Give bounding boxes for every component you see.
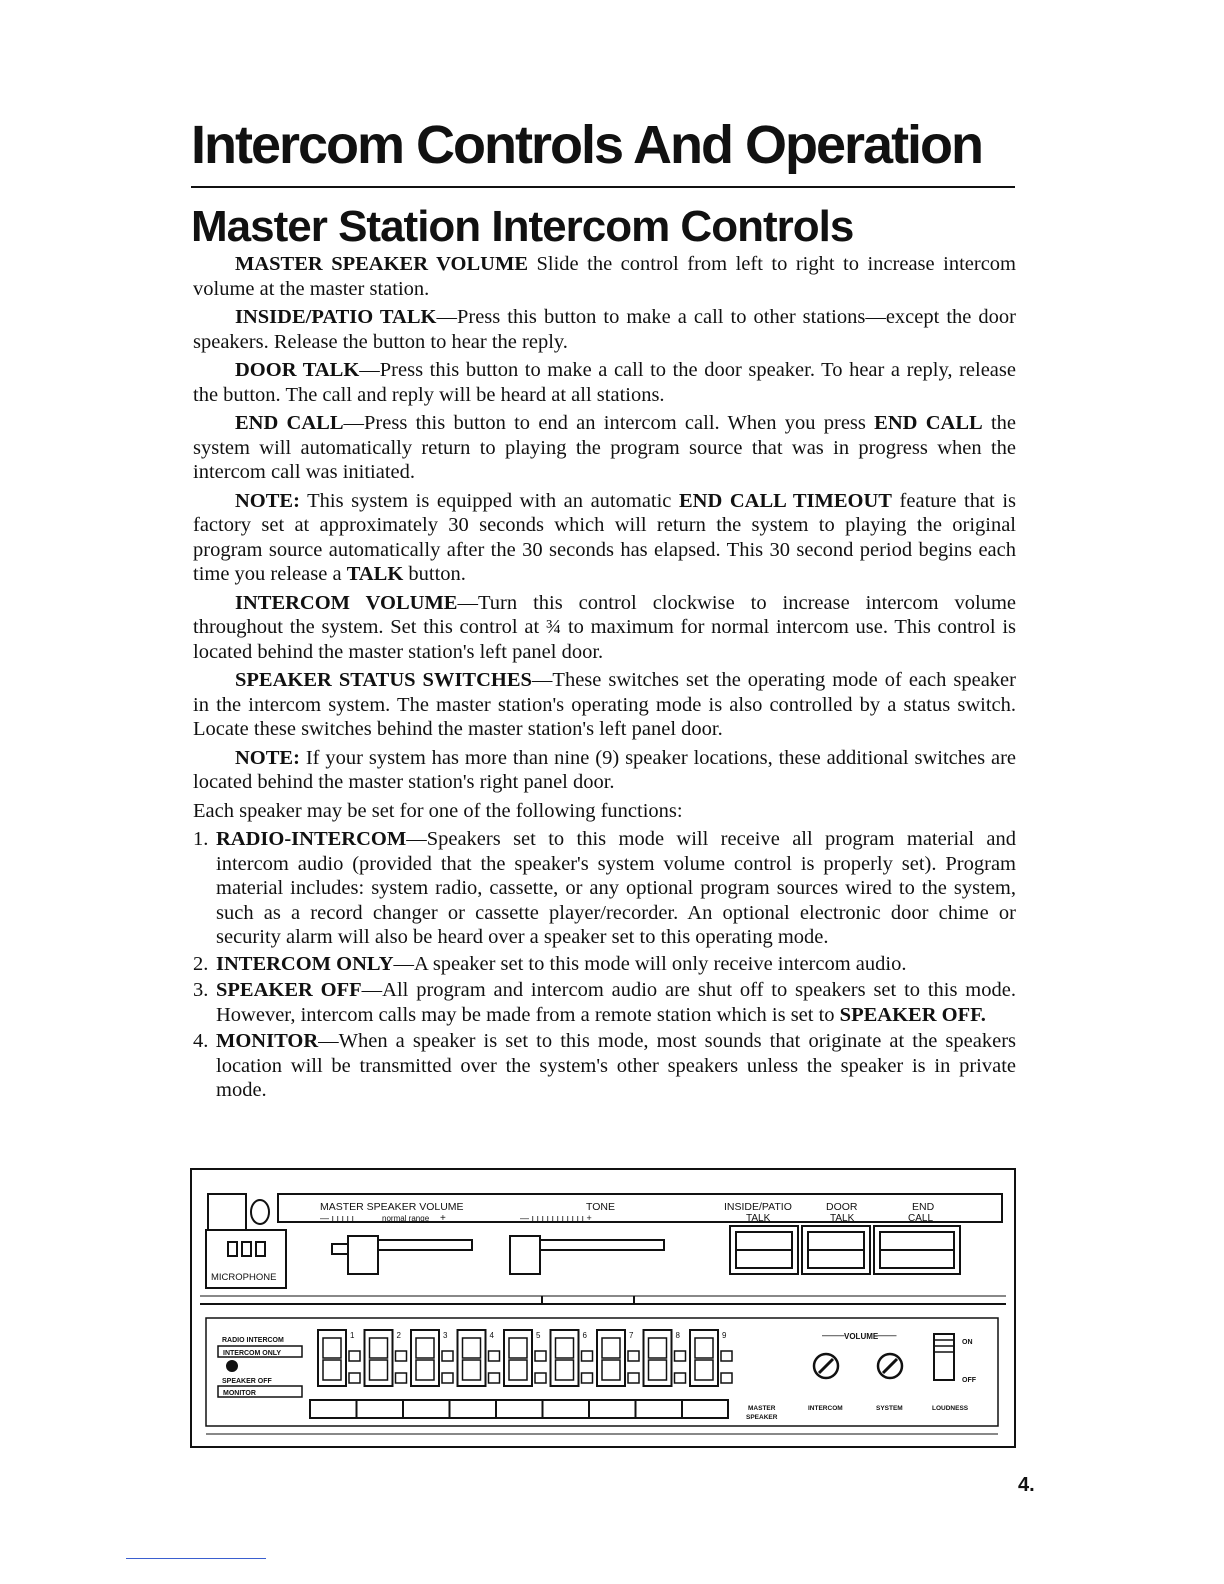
intercom-knob-label: INTERCOM <box>808 1405 843 1412</box>
station-switch-row <box>318 1330 732 1386</box>
page-title: Intercom Controls And Operation <box>191 115 983 175</box>
switch-window <box>509 1360 527 1380</box>
indicator-square <box>675 1351 686 1361</box>
function-list <box>193 827 1016 1103</box>
paragraph-text: button. <box>403 563 466 585</box>
station-switch-7[interactable] <box>597 1330 639 1386</box>
switch-window <box>556 1360 574 1380</box>
paragraph-text: If your system has more than nine (9) speaker locations, these additional switches are located behind the master station's right panel door. <box>193 746 1016 793</box>
inside-patio-talk-label: TALK <box>746 1213 771 1224</box>
loudness-on-label: ON <box>962 1339 973 1346</box>
paragraph-speaker-status-switches <box>193 668 1016 742</box>
paragraph-text: the system will automatically return to playing the program source that was in progress when the intercom call was initiated. <box>193 412 1016 483</box>
station-switch-9[interactable] <box>690 1330 732 1386</box>
station-switch-1[interactable] <box>318 1330 360 1386</box>
switch-window <box>602 1338 620 1358</box>
switch-window <box>649 1338 667 1358</box>
switch-window <box>556 1338 574 1358</box>
term: END CALL <box>235 412 344 434</box>
microphone-housing <box>208 1194 246 1230</box>
term: INTERCOM ONLY <box>216 952 394 975</box>
station-number: 3 <box>443 1331 448 1340</box>
tone-label: TONE <box>586 1201 615 1213</box>
term: INTERCOM VOLUME <box>235 591 458 614</box>
tone-scale-ticks: — ı ı ı ı ı ı ı ı ı ı ı + <box>520 1213 592 1223</box>
master-volume-slider-knob[interactable] <box>348 1236 378 1274</box>
knob-pointer <box>819 1359 833 1373</box>
master-volume-slider-end <box>332 1244 348 1254</box>
station-number: 9 <box>722 1331 727 1340</box>
list-number: 4. <box>193 1030 209 1052</box>
microphone-label: MICROPHONE <box>211 1272 277 1283</box>
tone-slider-track <box>540 1240 664 1250</box>
indicator-square <box>628 1373 639 1383</box>
paragraph-text: —These switches set the operating mode of each speaker in the intercom system. The master station's operating mode is also controlled by a status switch. Locate these switches behind the master station's left panel door. <box>193 669 1016 740</box>
mode-intercom-only: INTERCOM ONLY <box>223 1350 282 1357</box>
term: END CALL <box>874 412 983 434</box>
plus-icon: + <box>440 1213 446 1224</box>
master-speaker-volume-label: MASTER SPEAKER VOLUME <box>320 1201 464 1213</box>
master-volume-slider-track <box>378 1240 472 1250</box>
paragraph-text: —Press this button to make a call to other stations—except the door speakers. Release the button to hear the reply. <box>193 306 1017 353</box>
term: SPEAKER OFF. <box>839 1003 986 1026</box>
term: MONITOR <box>216 1030 319 1052</box>
paragraph-intercom-volume <box>193 591 1016 665</box>
list-number: 1. <box>193 828 209 850</box>
paragraph-text: —Press this button to make a call to the door speaker. To hear a reply, release the button. The call and reply will be heard at all stations. <box>193 359 1016 406</box>
title-rule <box>191 186 1015 188</box>
list-item <box>193 827 1016 950</box>
section-title: Master Station Intercom Controls <box>191 202 854 251</box>
station-number: 7 <box>629 1331 634 1340</box>
term: MASTER SPEAKER VOLUME <box>235 253 528 275</box>
term: SPEAKER OFF <box>216 979 362 1001</box>
indicator-square <box>535 1351 546 1361</box>
indicator-square <box>396 1351 407 1361</box>
paragraph-text: feature that is factory set at approximately 30 seconds which will return the system to playing the original program source automatically after the 30 seconds has elapsed. This 30 second period begins each time you release a <box>193 489 1016 585</box>
knob-pointer <box>883 1359 897 1373</box>
paragraph-door-talk <box>193 358 1016 407</box>
switch-window <box>463 1360 481 1380</box>
list-number: 2. <box>193 952 209 975</box>
list-intro: Each speaker may be set for one of the following functions: <box>193 799 683 822</box>
indicator-square <box>582 1351 593 1361</box>
list-item <box>193 978 1016 1027</box>
switch-window <box>323 1338 341 1358</box>
switch-window <box>416 1360 434 1380</box>
switch-window <box>649 1360 667 1380</box>
list-text: —Speakers set to this mode will receive all program material and intercom audio (provided that the speaker's system volume control is properly set). Program material includes: system radio, cassette, or any optional program sources wired to the system, such as a record changer or cassette player/recorder. An optional electronic door chime or security alarm will also be heard over a speaker set to this operating mode. <box>216 828 1016 948</box>
list-number: 3. <box>193 979 209 1001</box>
tab-bar-outline <box>310 1400 728 1418</box>
master-label: MASTER <box>748 1405 776 1412</box>
station-number: 1 <box>350 1331 355 1340</box>
master-station-panel-diagram <box>190 1168 1016 1450</box>
microphone-icon <box>251 1200 269 1224</box>
mic-grille-icon <box>242 1242 251 1256</box>
inside-patio-label: INSIDE/PATIO <box>724 1201 792 1213</box>
paragraph-text: Slide the control from left to right to increase intercom volume at the master station. <box>193 253 1016 300</box>
speaker-label: SPEAKER <box>746 1414 778 1421</box>
paragraph-master-speaker-volume <box>193 252 1016 301</box>
end-label: END <box>912 1201 935 1213</box>
paragraph-note-timeout <box>193 489 1016 587</box>
indicator-square <box>721 1351 732 1361</box>
term: NOTE: <box>235 489 300 512</box>
switch-window <box>370 1338 388 1358</box>
paragraph-text: This system is equipped with an automatic <box>299 489 679 512</box>
mic-grille-icon <box>256 1242 265 1256</box>
term: DOOR TALK <box>235 359 360 381</box>
indicator-square <box>535 1373 546 1383</box>
station-number: 5 <box>536 1331 541 1340</box>
indicator-square <box>721 1373 732 1383</box>
footer-line <box>126 1558 266 1559</box>
list-item <box>193 952 1016 977</box>
term: SPEAKER STATUS SWITCHES <box>235 669 532 691</box>
mode-speaker-off: SPEAKER OFF <box>222 1378 272 1385</box>
station-number: 4 <box>489 1331 494 1340</box>
paragraph-inside-patio-talk <box>193 305 1016 354</box>
indicator-square <box>349 1373 360 1383</box>
switch-window <box>463 1338 481 1358</box>
switch-window <box>323 1360 341 1380</box>
volume-label: VOLUME <box>844 1332 879 1341</box>
paragraph-note-locations <box>193 746 1016 795</box>
station-switch-3[interactable] <box>411 1330 453 1386</box>
body-text <box>193 252 1016 1105</box>
list-text: —A speaker set to this mode will only receive intercom audio. <box>393 952 907 975</box>
switch-window <box>695 1338 713 1358</box>
mode-monitor: MONITOR <box>223 1390 256 1397</box>
list-text: —All program and intercom audio are shut off to speakers set to this mode. However, intercom calls may be made from a remote station which is set to <box>216 979 1016 1026</box>
indicator-square <box>396 1373 407 1383</box>
switch-window <box>602 1360 620 1380</box>
volume-label-line: ——— <box>822 1331 845 1340</box>
indicator-square <box>489 1351 500 1361</box>
station-number: 2 <box>396 1331 401 1340</box>
indicator-square <box>442 1351 453 1361</box>
page-number: 4. <box>1018 1474 1035 1496</box>
station-number: 8 <box>675 1331 680 1340</box>
mode-radio-intercom: RADIO INTERCOM <box>222 1337 284 1344</box>
paragraph-text: —Turn this control clockwise to increase intercom volume throughout the system. Set this control at ¾ to maximum for normal intercom use. This control is located behind the master station's left panel door. <box>193 591 1016 663</box>
scale-ticks: — ı ı ı ı ı <box>320 1213 355 1223</box>
indicator-square <box>349 1351 360 1361</box>
term: INSIDE/PATIO TALK <box>235 306 437 328</box>
station-switch-6[interactable] <box>551 1330 593 1386</box>
list-item <box>193 1029 1016 1103</box>
system-knob-label: SYSTEM <box>876 1405 903 1412</box>
indicator-square <box>675 1373 686 1383</box>
indicator-square <box>628 1351 639 1361</box>
switch-window <box>416 1338 434 1358</box>
loudness-off-label: OFF <box>962 1377 976 1384</box>
volume-label-line: ——— <box>874 1331 897 1340</box>
paragraph-text: —Press this button to end an intercom call. When you press <box>343 412 875 434</box>
term: TALK <box>346 563 404 585</box>
term: RADIO-INTERCOM <box>216 828 407 850</box>
station-number: 6 <box>582 1331 587 1340</box>
paragraph-end-call <box>193 411 1016 485</box>
term: NOTE: <box>235 746 300 769</box>
switch-window <box>370 1360 388 1380</box>
switch-window <box>509 1338 527 1358</box>
list-text: —When a speaker is set to this mode, most sounds that originate at the speakers location will be transmitted over the system's other speakers unless the speaker is in private mode. <box>216 1030 1016 1101</box>
normal-range-label: normal range <box>382 1214 430 1223</box>
station-switch-8[interactable] <box>644 1330 686 1386</box>
door-talk-label: TALK <box>830 1213 855 1224</box>
mic-grille-icon <box>228 1242 237 1256</box>
station-switch-5[interactable] <box>504 1330 546 1386</box>
term: END CALL TIMEOUT <box>678 489 892 512</box>
station-switch-4[interactable] <box>458 1330 500 1386</box>
station-switch-2[interactable] <box>365 1330 407 1386</box>
switch-window <box>695 1360 713 1380</box>
indicator-square <box>582 1373 593 1383</box>
loudness-label: LOUDNESS <box>932 1405 969 1412</box>
tone-slider-knob[interactable] <box>510 1236 540 1274</box>
mode-indicator-dot <box>227 1361 237 1371</box>
call-label: CALL <box>908 1213 934 1224</box>
station-tab-bar <box>310 1400 728 1418</box>
door-label: DOOR <box>826 1201 858 1213</box>
indicator-square <box>489 1373 500 1383</box>
indicator-square <box>442 1373 453 1383</box>
loudness-switch[interactable] <box>934 1334 954 1380</box>
